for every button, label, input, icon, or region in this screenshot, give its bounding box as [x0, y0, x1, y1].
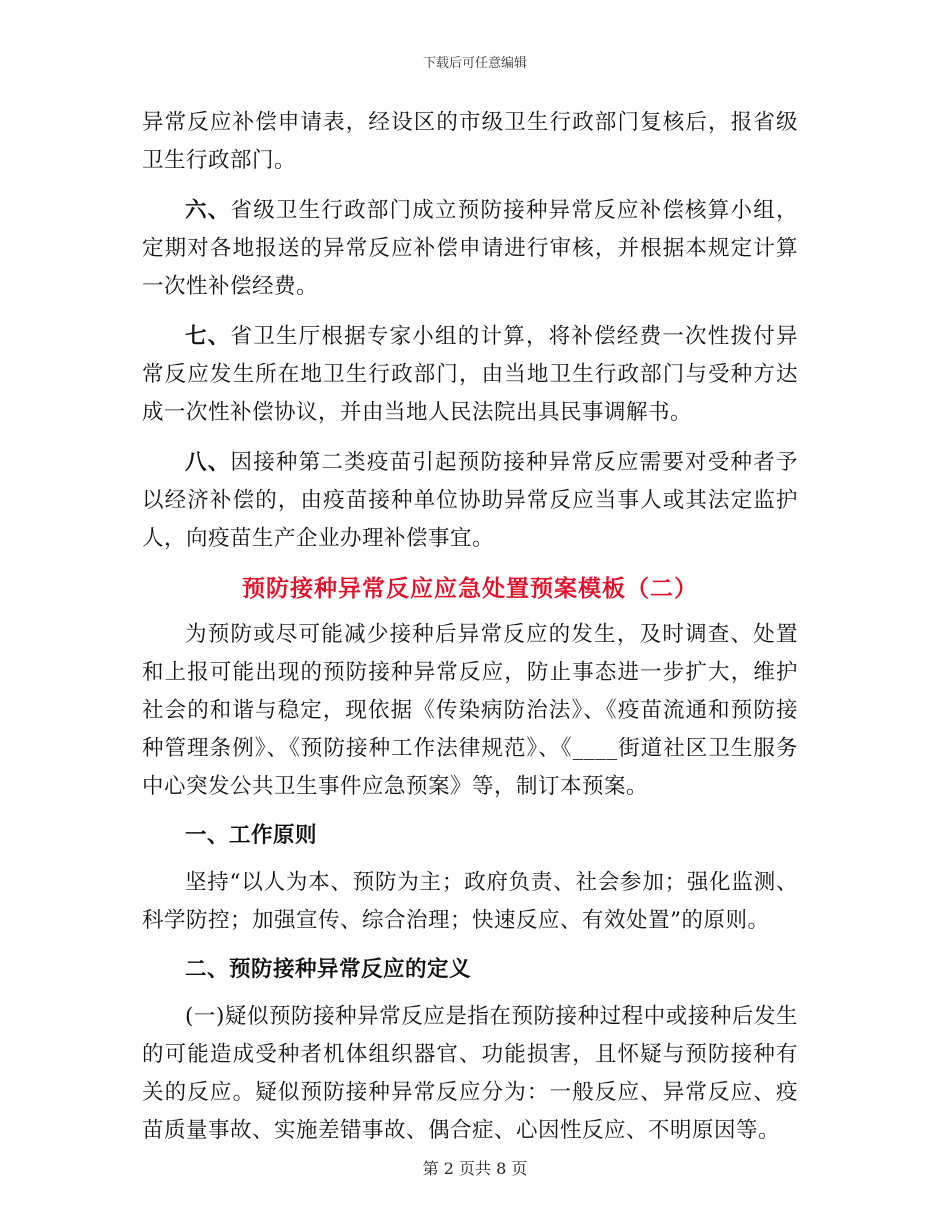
paragraph-item-8	[142, 444, 798, 558]
section-1-title: 一、工作原则	[185, 823, 318, 848]
item-8-text: 因接种第二类疫苗引起预防接种异常反应需要对受种者予以经济补偿的，由疫苗接种单位协助异常反应当事人或其法定监护人，向疫苗生产企业办理补偿事宜。	[142, 450, 798, 551]
document-title: 预防接种异常反应应急处置预案模板（二）	[242, 575, 698, 602]
section-2-title: 二、预防接种异常反应的定义	[185, 957, 472, 982]
paragraph-continuation: 异常反应补偿申请表，经设区的市级卫生行政部门复核后，报省级卫生行政部门。	[142, 110, 798, 173]
section-1-body: 坚持“以人为本、预防为主；政府负责、社会参加；强化监测、科学防控；加强宣传、综合治理；快速反应、有效处置”的原则。	[142, 870, 798, 933]
item-7-number: 七、	[185, 324, 231, 349]
item-8-number: 八、	[185, 450, 231, 475]
paragraph-item-7	[142, 318, 798, 432]
item-6-number: 六、	[185, 198, 231, 223]
page-header: 下载后可任意编辑	[422, 56, 527, 71]
page-footer: 第 2 页共 8 页	[422, 1159, 528, 1178]
item-7-text: 省卫生厅根据专家小组的计算，将补偿经费一次性拨付异常反应发生所在地卫生行政部门，由当地卫生行政部门与受种方达成一次性补偿协议，并由当地人民法院出具民事调解书。	[142, 324, 798, 425]
paragraph-item-6	[142, 192, 798, 306]
intro-paragraph: 为预防或尽可能减少接种后异常反应的发生，及时调查、处置和上报可能出现的预防接种异常反应，防止事态进一步扩大，维护社会的和谐与稳定，现依据《传染病防治法》、《疫苗流通和预防接种管理条例》、《预防接种工作法律规范》、《____街道社区卫生服务中心突发公共卫生事件应急预案》等，制订本预案。	[142, 622, 798, 799]
section-2-body: (一)疑似预防接种异常反应是指在预防接种过程中或接种后发生的可能造成受种者机体组织器官、功能损害，且怀疑与预防接种有关的反应。疑似预防接种异常反应分为：一般反应、异常反应、疫苗质量事故、实施差错事故、偶合症、心因性反应、不明原因等。	[142, 1004, 798, 1143]
document-body	[142, 104, 798, 1162]
item-6-text: 省级卫生行政部门成立预防接种异常反应补偿核算小组，定期对各地报送的异常反应补偿申请进行审核，并根据本规定计算一次性补偿经费。	[142, 198, 798, 299]
